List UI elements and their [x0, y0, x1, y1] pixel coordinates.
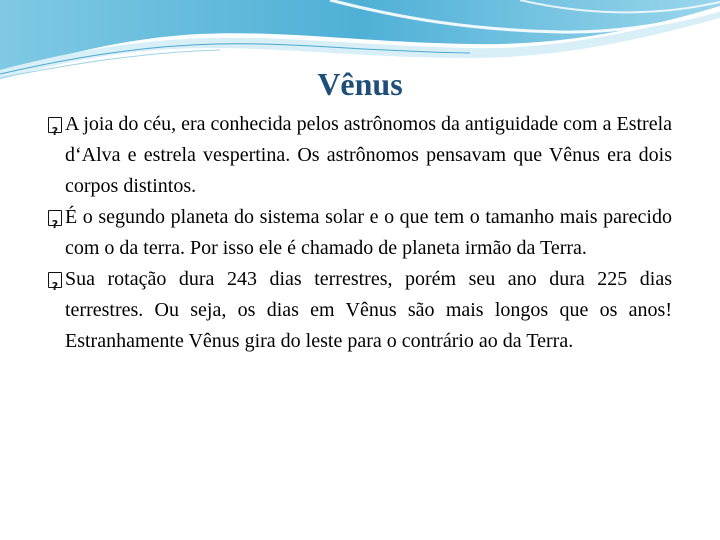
- bullet-icon: [48, 117, 62, 133]
- bullet-list: [48, 109, 672, 357]
- page-title: Vênus: [317, 66, 403, 102]
- bullet-text: É o segundo planeta do sistema solar e o que tem o tamanho mais parecido com o da terra. Por isso ele é chamado de planeta irmão da Terra.: [65, 206, 672, 259]
- list-item: [48, 264, 672, 357]
- list-item: [48, 109, 672, 202]
- bullet-text: A joia do céu, era conhecida pelos astrônomos da antiguidade com a Estrela d‘Alva e estrela vespertina. Os astrônomos pensavam que Vênus era dois corpos distintos.: [65, 113, 673, 197]
- bullet-icon: [48, 272, 62, 288]
- bullet-icon: [48, 210, 62, 226]
- bullet-text: Sua rotação dura 243 dias terrestres, porém seu ano dura 225 dias terrestres. Ou seja, os dias em Vênus são mais longos que os anos! Estranhamente Vênus gira do leste para o contrário ao da Terra.: [65, 268, 672, 352]
- list-item: [48, 202, 672, 264]
